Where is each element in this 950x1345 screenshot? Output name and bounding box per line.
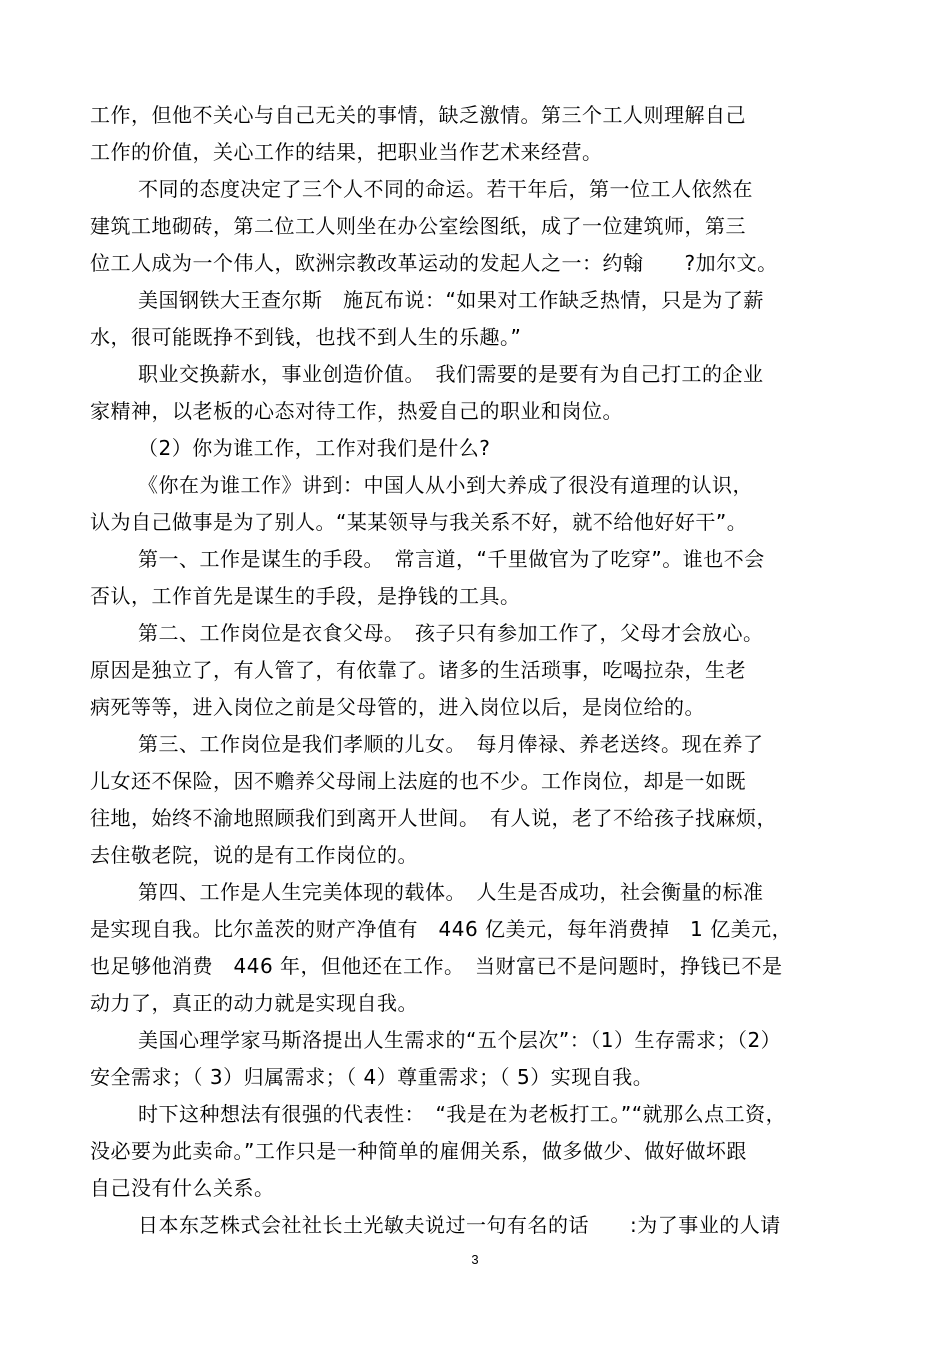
text-line: 儿女还不保险，因不赡养父母闹上法庭的也不少。工作岗位，却是一如既: [90, 769, 746, 793]
paragraph-start-line: 美国心理学家马斯洛提出人生需求的“五个层次”：（1）生存需求；（2）: [138, 1028, 782, 1052]
paragraph-start-line: 职业交换薪水，事业创造价值。 我们需要的是要有为自己打工的企业: [138, 362, 764, 386]
text-line: 是实现自我。比尔盖茨的财产净值有 446 亿美元，每年消费掉 1 亿美元，: [90, 917, 793, 941]
text-line: 水，很可能既挣不到钱，也找不到人生的乐趣。”: [90, 325, 522, 349]
text-line: 也足够他消费 446 年，但他还在工作。 当财富已不是问题时，挣钱已不是: [90, 954, 783, 978]
text-line: 安全需求；（ 3）归属需求；（ 4）尊重需求；（ 5）实现自我。: [90, 1065, 654, 1089]
paragraph-start-line: 时下这种想法有很强的代表性： “我是在为老板打工。”“就那么点工资，: [138, 1102, 787, 1126]
paragraph-start-line: 美国钢铁大王查尔斯 施瓦布说：“如果对工作缺乏热情，只是为了薪: [138, 288, 764, 312]
text-line: 工作，但他不关心与自己无关的事情，缺乏激情。第三个工人则理解自己: [90, 103, 746, 127]
paragraph-start-line: 第二、工作岗位是衣食父母。 孩子只有参加工作了，父母才会放心。: [138, 621, 764, 645]
text-line: 没必要为此卖命。”工作只是一种简单的雇佣关系，做多做少、做好做坏跟: [90, 1139, 747, 1163]
text-line: 往地，始终不渝地照顾我们到离开人世间。 有人说，老了不给孩子找麻烦，: [90, 806, 777, 830]
text-line: 家精神，以老板的心态对待工作，热爱自己的职业和岗位。: [90, 399, 623, 423]
text-line: 去住敬老院，说的是有工作岗位的。: [90, 843, 418, 867]
text-line: 否认，工作首先是谋生的手段，是挣钱的工具。: [90, 584, 521, 608]
text-line: 工作的价值，关心工作的结果，把职业当作艺术来经营。: [90, 140, 603, 164]
text-line: 认为自己做事是为了别人。“某某领导与我关系不好，就不给他好好干”。: [90, 510, 748, 534]
text-line: 位工人成为一个伟人，欧洲宗教改革运动的发起人之一：约翰 ?加尔文。: [90, 251, 778, 275]
text-line: 动力了，真正的动力就是实现自我。: [90, 991, 418, 1015]
paragraph-start-line: 不同的态度决定了三个人不同的命运。若干年后，第一位工人依然在: [138, 177, 753, 201]
text-line: 自己没有什么关系。: [90, 1176, 275, 1200]
section-heading: （2）你为谁工作，工作对我们是什么?: [138, 436, 491, 460]
paragraph-start-line: 《你在为谁工作》讲到：中国人从小到大养成了很没有道理的认识，: [138, 473, 753, 497]
paragraph-start-line: 日本东芝株式会社社长土光敏夫说过一句有名的话 :为了事业的人请: [138, 1213, 781, 1237]
paragraph-start-line: 第三、工作岗位是我们孝顺的儿女。 每月俸禄、养老送终。现在养了: [138, 732, 764, 756]
text-line: 原因是独立了，有人管了，有依靠了。诸多的生活琐事，吃喝拉杂，生老: [90, 658, 746, 682]
text-line: 建筑工地砌砖，第二位工人则坐在办公室绘图纸，成了一位建筑师，第三: [90, 214, 746, 238]
paragraph-start-line: 第一、工作是谋生的手段。 常言道，“千里做官为了吃穿”。谁也不会: [138, 547, 765, 571]
text-line: 病死等等，进入岗位之前是父母管的，进入岗位以后，是岗位给的。: [90, 695, 705, 719]
page-number: 3: [471, 1252, 479, 1267]
paragraph-start-line: 第四、工作是人生完美体现的载体。 人生是否成功，社会衡量的标准: [138, 880, 764, 904]
